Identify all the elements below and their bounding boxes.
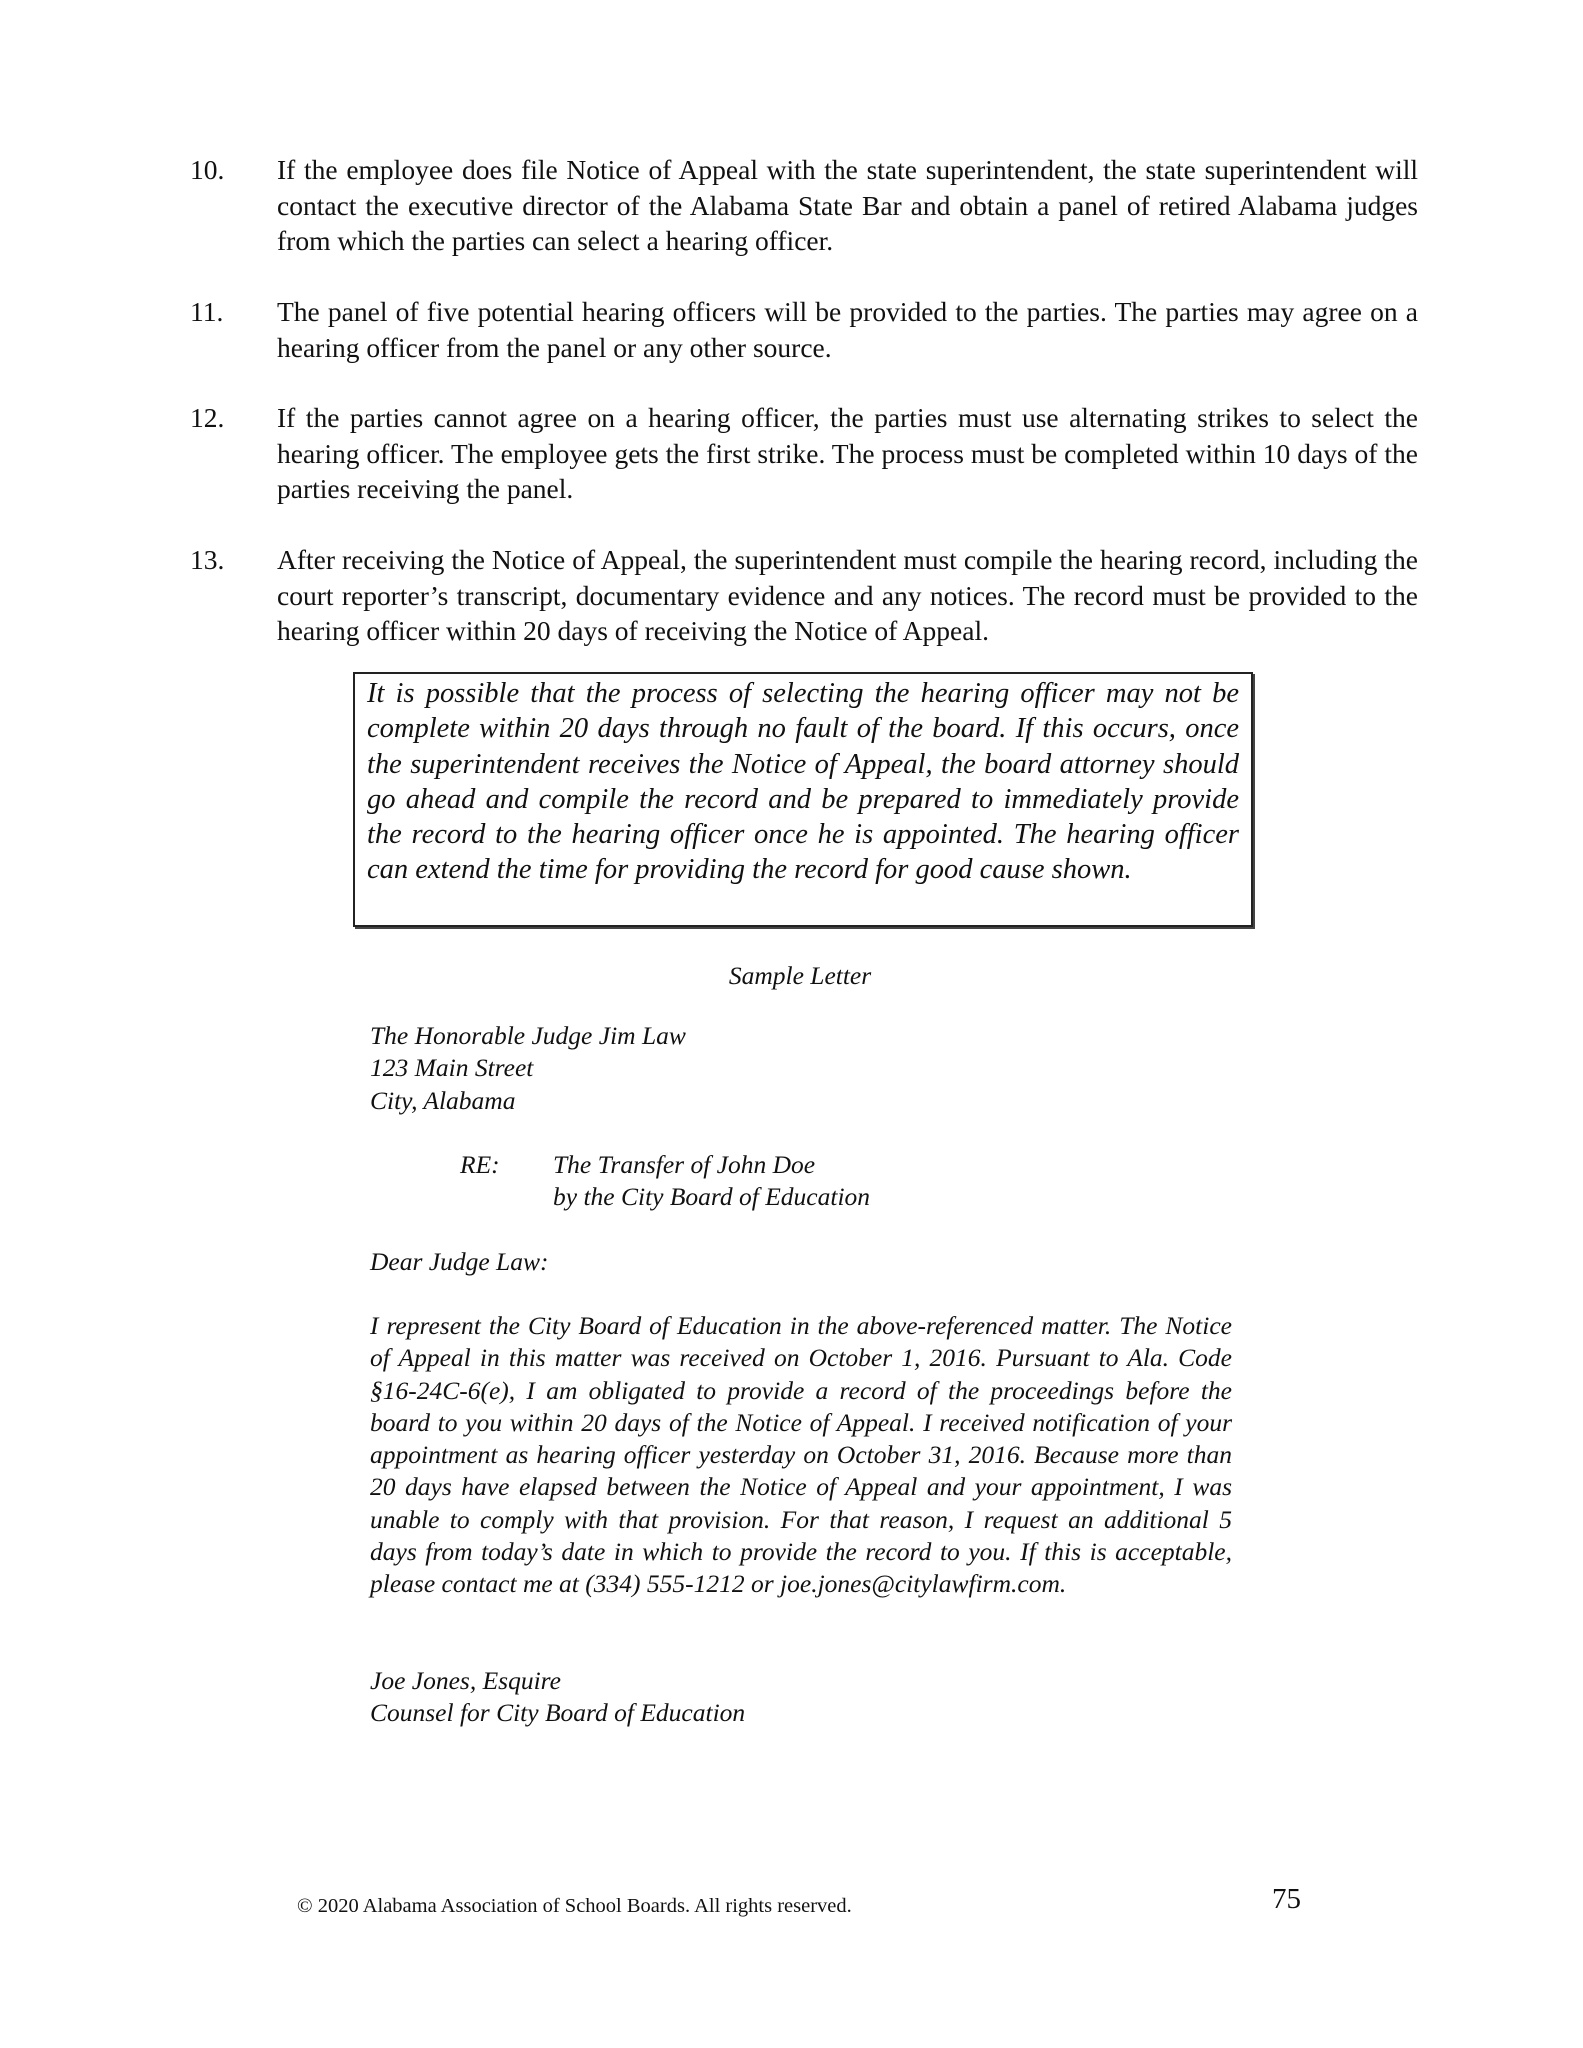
sample-letter-title: Sample Letter: [728, 961, 872, 990]
letter-address: [370, 1020, 686, 1117]
item-number: 12.: [190, 402, 225, 433]
item-number: 10.: [190, 154, 225, 185]
item-text: If the employee does file Notice of Appeal with the state superintendent, the state superintendent will contact the executive director of the Alabama State Bar and obtain a panel of retired Alabama judges from which the parties can select a hearing officer.: [277, 154, 1418, 256]
item-text: The panel of five potential hearing officers will be provided to the parties. The parties may agree on a hearing officer from the panel or any other source.: [277, 296, 1418, 363]
list-item-13: [190, 542, 1418, 649]
address-line: The Honorable Judge Jim Law: [370, 1021, 686, 1050]
address-line: 123 Main Street: [370, 1053, 534, 1083]
signature-name: Joe Jones, Esquire: [370, 1666, 561, 1695]
item-text: After receiving the Notice of Appeal, the superintendent must compile the hearing record, including the court reporter’s transcript, documentary evidence and any notices. The record must be provided to the hearing officer within 20 days of receiving the Notice of Appeal.: [277, 544, 1418, 646]
footer-copyright: © 2020 Alabama Association of School Boards. All rights reserved.: [297, 1895, 852, 1917]
list-item-11: [190, 294, 1418, 365]
letter-signature: [370, 1665, 745, 1730]
re-label: RE:: [460, 1150, 500, 1179]
item-number: 11.: [190, 296, 224, 327]
letter-salutation: Dear Judge Law:: [370, 1247, 549, 1276]
list-item-10: [190, 152, 1418, 259]
item-number: 13.: [190, 544, 225, 575]
letter-body: I represent the City Board of Education in the above-referenced matter. The Notice of Appeal in this matter was received on October 1, 2016. Pursuant to Ala. Code §16-24C-6(e), I am obligated to provide a record of the proceedings before the board to you within 20 days of the Notice of Appeal. I received notification of your appointment as hearing officer yesterday on October 31, 2016. Because more than 20 days have elapsed between the Notice of Appeal and your appointment, I was unable to comply with that provision. For that reason, I request an additional 5 days from today’s date in which to provide the record to you. If this is acceptable, please contact me at (334) 555-1212 or joe.jones@citylawfirm.com.: [370, 1311, 1232, 1599]
signature-title: Counsel for City Board of Education: [370, 1698, 746, 1728]
re-line: by the City Board of Education: [553, 1182, 871, 1212]
list-item-12: [190, 400, 1418, 507]
item-text: If the parties cannot agree on a hearing officer, the parties must use alternating strikes to select the hearing officer. The employee gets the first strike. The process must be completed within 10 days of the parties receiving the panel.: [277, 402, 1418, 504]
re-line: The Transfer of John Doe: [553, 1150, 816, 1179]
re-subject: [553, 1149, 870, 1214]
address-line: City, Alabama: [370, 1085, 516, 1115]
note-box: It is possible that the process of selecting the hearing officer may not be complete within 20 days through no fault of the board. If this occurs, once the superintendent receives the Notice of Appeal, the board attorney should go ahead and compile the record and be prepared to immediately provide the record to the hearing officer once he is appointed. The hearing officer can extend the time for providing the record for good cause shown.: [353, 672, 1253, 927]
page-number: 75: [1272, 1883, 1301, 1915]
